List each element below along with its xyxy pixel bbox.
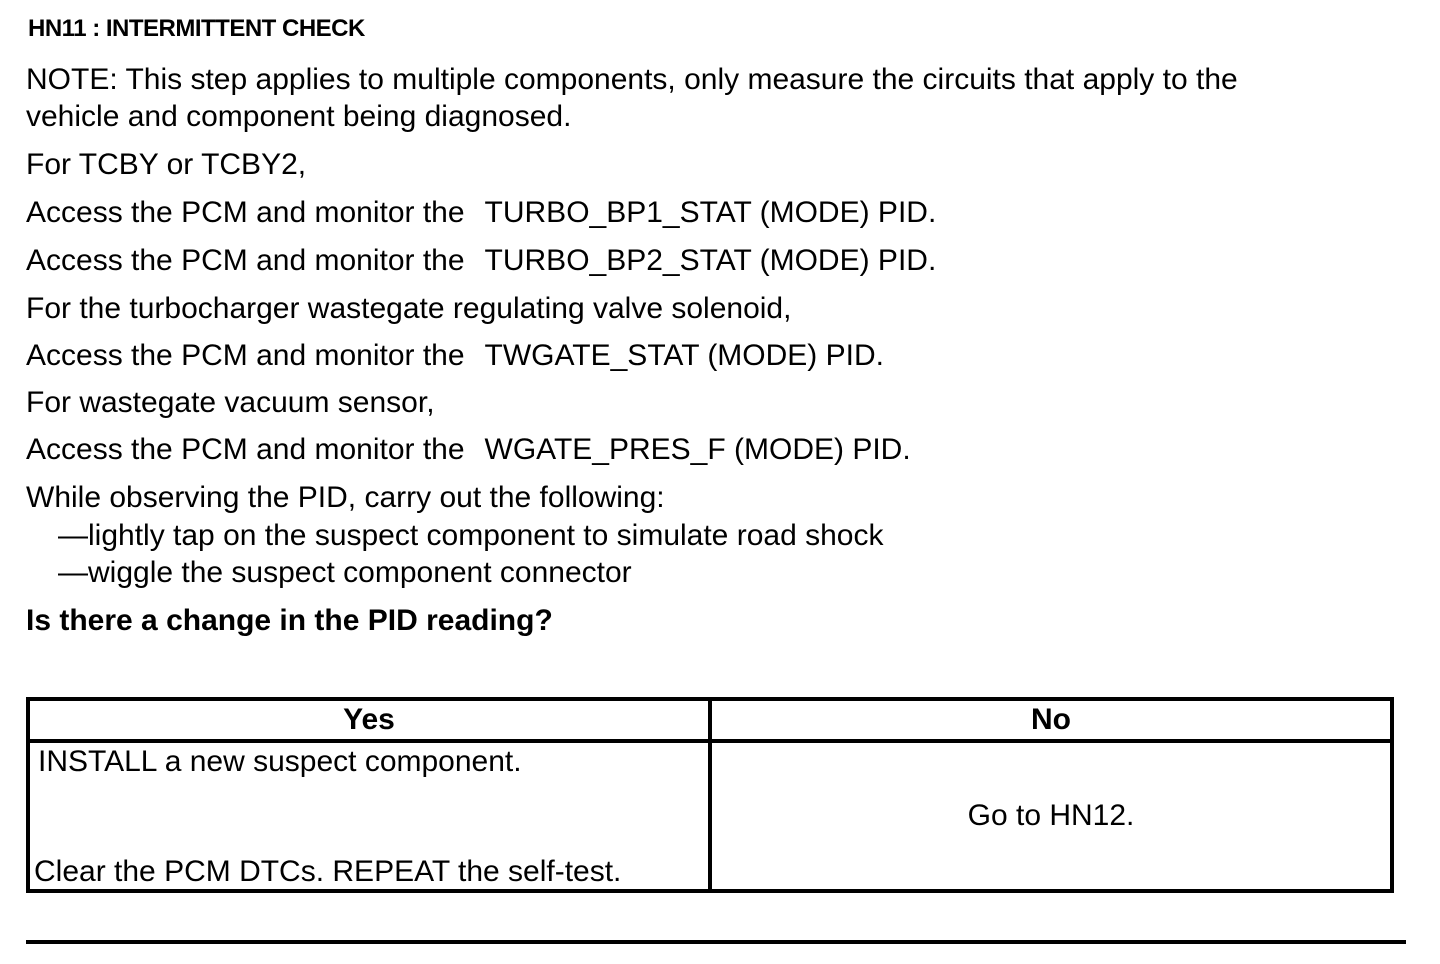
pid-wgate-pres: WGATE_PRES_F (MODE) PID. — [484, 433, 911, 466]
instruction-wgate — [26, 431, 911, 468]
access-prefix: Access the PCM and monitor the — [26, 433, 465, 466]
no-cell: Go to HN12. — [710, 741, 1392, 891]
bottom-divider — [26, 940, 1406, 944]
action-tap: —lightly tap on the suspect component to simulate road shock — [58, 519, 884, 552]
access-prefix: Access the PCM and monitor the — [26, 339, 465, 372]
yes-action-clear: Clear the PCM DTCs. REPEAT the self-test. — [34, 855, 622, 888]
yes-cell — [28, 741, 710, 891]
solenoid-intro: For the turbocharger wastegate regulating valve solenoid, — [26, 292, 792, 325]
yes-header: Yes — [28, 699, 710, 741]
result-header-row — [28, 699, 1392, 741]
sensor-intro: For wastegate vacuum sensor, — [26, 386, 435, 419]
instruction-twgate — [26, 337, 884, 374]
pid-turbo-bp1: TURBO_BP1_STAT (MODE) PID. — [484, 196, 937, 229]
yes-action-install: INSTALL a new suspect component. — [38, 745, 522, 778]
step-title: HN11 : INTERMITTENT CHECK — [28, 15, 365, 42]
result-body-row — [28, 741, 1392, 891]
result-table — [26, 697, 1394, 893]
pid-turbo-bp2: TURBO_BP2_STAT (MODE) PID. — [484, 244, 937, 277]
instruction-bp1 — [26, 194, 936, 231]
access-prefix: Access the PCM and monitor the — [26, 196, 465, 229]
tcby-intro: For TCBY or TCBY2, — [26, 148, 307, 181]
action-wiggle: —wiggle the suspect component connector — [58, 556, 632, 589]
no-header: No — [710, 699, 1392, 741]
instruction-bp2 — [26, 242, 936, 279]
pid-twgate: TWGATE_STAT (MODE) PID. — [484, 339, 884, 372]
note-line-1: NOTE: This step applies to multiple components, only measure the circuits that apply to the — [26, 63, 1238, 96]
step-question: Is there a change in the PID reading? — [26, 604, 553, 637]
note-line-2: vehicle and component being diagnosed. — [26, 100, 572, 133]
access-prefix: Access the PCM and monitor the — [26, 244, 465, 277]
observe-intro: While observing the PID, carry out the following: — [26, 481, 665, 514]
